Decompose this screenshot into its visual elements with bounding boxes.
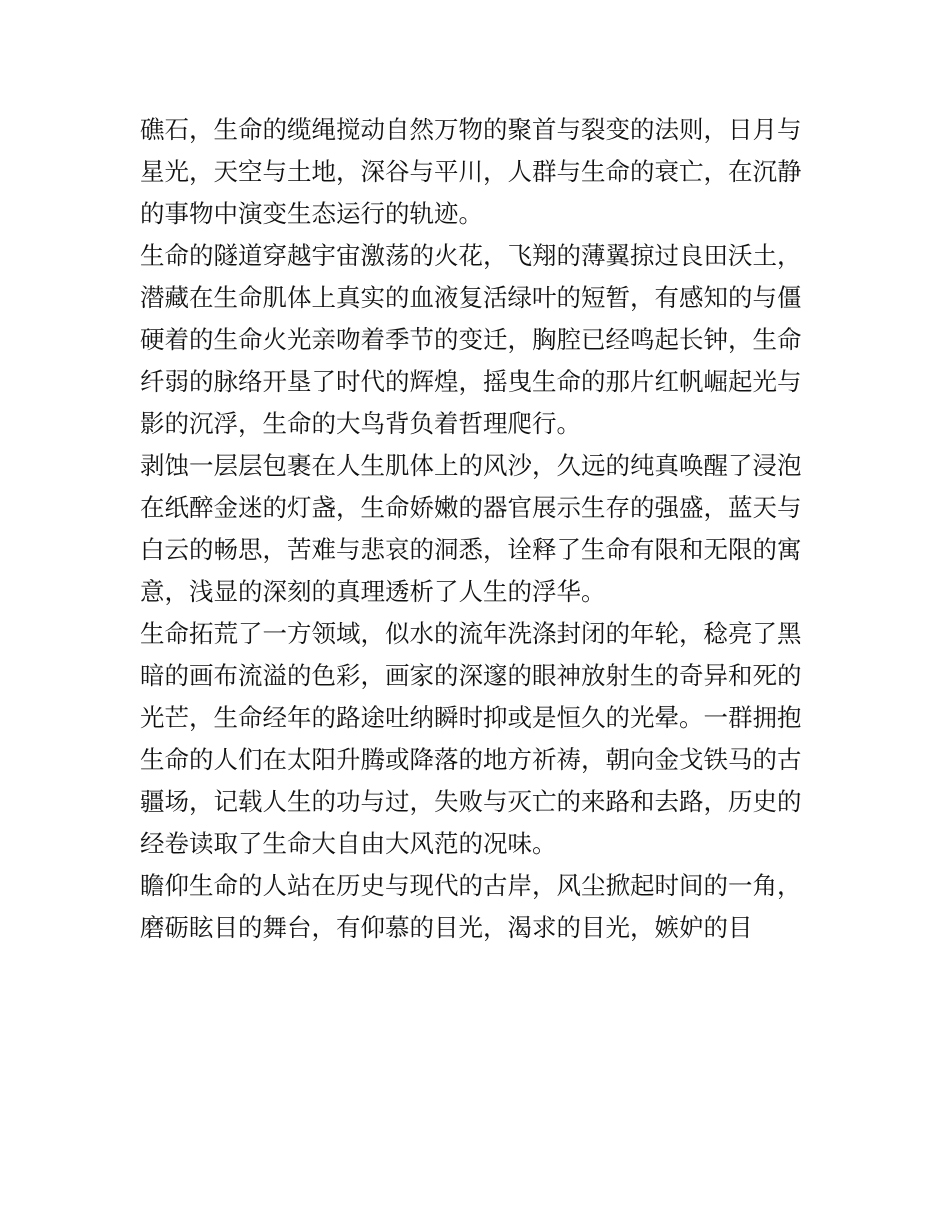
- text-line: 的事物中演变生态运行的轨迹。: [140, 199, 483, 228]
- text-line: 暗的画布流溢的色彩，画家的深邃的眼神放射生的奇异和死的: [140, 661, 802, 690]
- text-line: 光芒，生命经年的路途吐纳瞬时抑或是恒久的光晕。一群拥抱: [140, 703, 802, 732]
- text-line: 星光，天空与土地，深谷与平川，人群与生命的衰亡，在沉静: [140, 157, 802, 186]
- text-line: 生命的人们在太阳升腾或降落的地方祈祷，朝向金戈铁马的古: [140, 745, 802, 774]
- text-line: 在纸醉金迷的灯盏，生命娇嫩的器官展示生存的强盛，蓝天与: [140, 493, 802, 522]
- text-line: 疆场，记载人生的功与过，失败与灭亡的来路和去路，历史的: [140, 787, 802, 816]
- text-line: 磨砺眩目的舞台，有仰慕的目光，渴求的目光，嫉妒的目: [140, 913, 753, 942]
- text-line: 剥蚀一层层包裹在人生肌体上的风沙，久远的纯真唤醒了浸泡: [140, 451, 802, 480]
- text-line: 纤弱的脉络开垦了时代的辉煌，摇曳生命的那片红帆崛起光与: [140, 367, 802, 396]
- text-line: 意，浅显的深刻的真理透析了人生的浮华。: [140, 577, 606, 606]
- text-line: 经卷读取了生命大自由大风范的况味。: [140, 829, 557, 858]
- text-line: 硬着的生命火光亲吻着季节的变迁，胸腔已经鸣起长钟，生命: [140, 325, 802, 354]
- paragraph: [140, 613, 820, 865]
- text-line: 潜藏在生命肌体上真实的血液复活绿叶的短暂，有感知的与僵: [140, 283, 802, 312]
- text-line: 瞻仰生命的人站在历史与现代的古岸，风尘掀起时间的一角，: [140, 871, 802, 900]
- text-line: 礁石，生命的缆绳搅动自然万物的聚首与裂变的法则，日月与: [140, 115, 802, 144]
- text-line: 生命拓荒了一方领域，似水的流年洗涤封闭的年轮，稔亮了黑: [140, 619, 802, 648]
- paragraph: [140, 109, 820, 235]
- paragraph: [140, 235, 820, 445]
- text-line: 生命的隧道穿越宇宙激荡的火花，飞翔的薄翼掠过良田沃土，: [140, 241, 802, 270]
- document-body: [140, 109, 820, 949]
- text-line: 白云的畅思，苦难与悲哀的洞悉，诠释了生命有限和无限的寓: [140, 535, 802, 564]
- paragraph: [140, 865, 820, 949]
- text-line: 影的沉浮，生命的大鸟背负着哲理爬行。: [140, 409, 581, 438]
- paragraph: [140, 445, 820, 613]
